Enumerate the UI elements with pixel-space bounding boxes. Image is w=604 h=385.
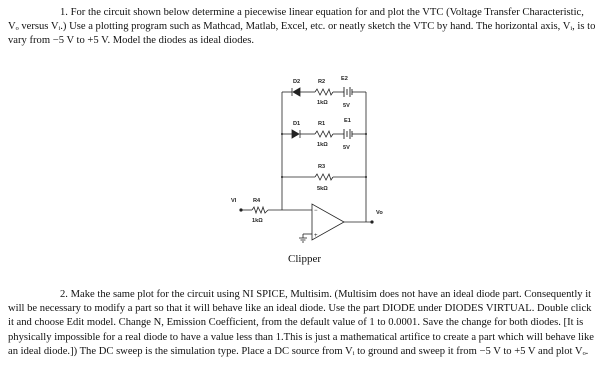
e2-value: 5V [343, 103, 350, 109]
resistor-r4 [252, 207, 268, 213]
svg-text:−: − [314, 208, 318, 214]
r2-value: 1kΩ [317, 100, 328, 106]
problem-2-text: Make the same plot for the circuit using NI SPICE, Multisim. (Multisim does not have an ideal diode part. Consequently it will be necessary to modify a part so that it will behave like an ideal diode. Use the part DIODE under DIODES VIRTUAL. Double click it and choose Edit model. Change N, Emission Coefficient, from the default value of 1 to 0.0001. Save the change for both diodes. [It is physically impossible for a real diode to have a value less than 1.This is just a mathematical artifice to create a part which will behave like an ideal diode.]) The DC sweep is the simulation type. Place a DC source from Vᵢ to ground and sweep it from −5 V to +5 V and plot Vₒ. [8, 289, 594, 357]
r3-label: R3 [318, 164, 326, 170]
r4-label: R4 [253, 198, 261, 204]
d1-label: D1 [293, 121, 301, 127]
problem-2-number: 2. [60, 289, 68, 300]
vo-label: Vo [376, 210, 383, 216]
problem-1-number: 1. [60, 7, 68, 18]
vo-terminal [370, 220, 373, 223]
resistor-r2 [315, 89, 333, 95]
circuit-caption: Clipper [288, 253, 321, 265]
r2-label: R2 [318, 79, 326, 85]
r1-value: 1kΩ [317, 142, 328, 148]
svg-text:+: + [314, 233, 318, 239]
e1-value: 5V [343, 145, 350, 151]
r1-label: R1 [318, 121, 326, 127]
diode-d1-icon [292, 130, 299, 138]
e2-label: E2 [341, 76, 348, 82]
resistor-r3 [315, 174, 333, 180]
problem-2 [8, 288, 596, 359]
problem-1-text: For the circuit shown below determine a piecewise linear equation for and plot the VTC (Voltage Transfer Characteristic, Vₒ versus Vᵢ.) Use a plotting program such as Mathcad, Matlab, Excel, etc. or neatly sketch the VTC by hand. The horizontal axis, Vᵢ, is to vary from −5 V to +5 V. Model the diodes as ideal diodes. [8, 7, 596, 47]
diode-d2-icon [293, 88, 300, 96]
d2-label: D2 [293, 79, 301, 85]
e1-label: E1 [344, 118, 351, 124]
r4-value: 1kΩ [252, 218, 263, 224]
vi-terminal [239, 208, 242, 211]
vi-label: VI [231, 198, 237, 204]
resistor-r1 [315, 131, 333, 137]
r3-value: 5kΩ [317, 186, 328, 192]
